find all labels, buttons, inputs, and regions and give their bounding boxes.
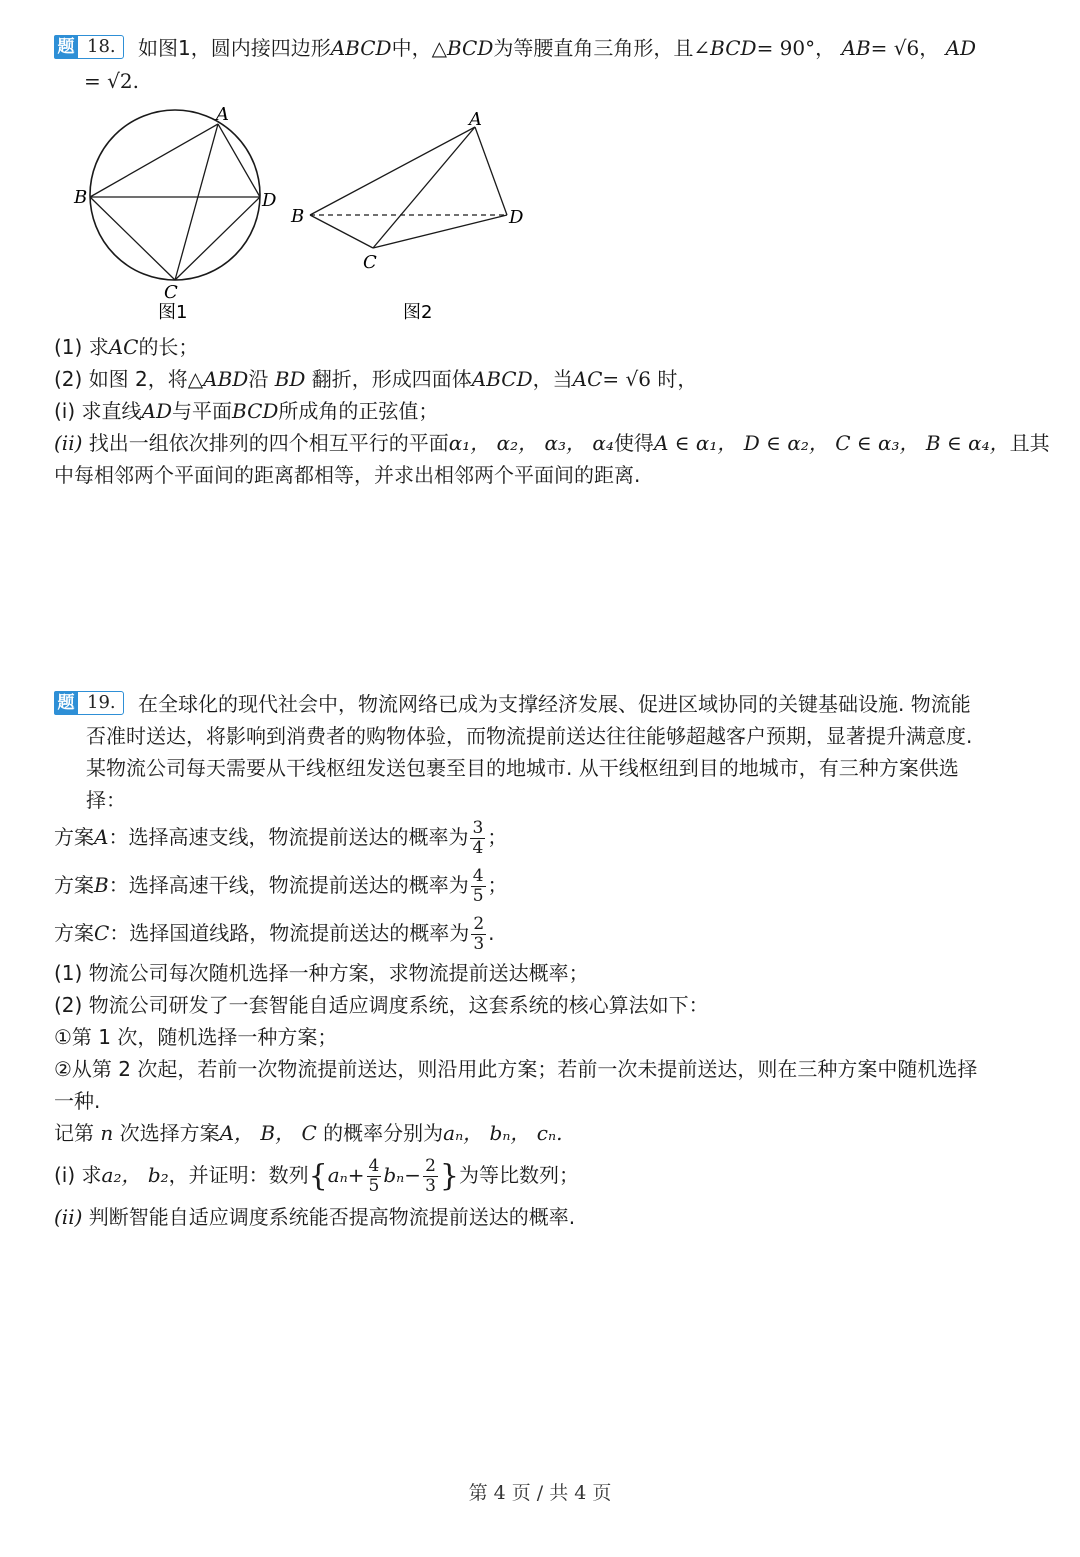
q19-stem-line3: 某物流公司每天需要从干线枢纽发送包裹至目的地城市. 从干线枢纽到目的地城市，有三种方案供选 — [86, 756, 959, 780]
q19-part-ii-text: 判断智能自适应调度系统能否提高物流提前送达的概率. — [88, 1205, 576, 1229]
plan-a-letter: A — [94, 825, 109, 849]
q18-part-ii-line2: 中每相邻两个平面间的距离都相等，并求出相邻两个平面间的距离. — [54, 463, 641, 487]
q19-step2-line1: ②从第 2 次起，若前一次物流提前送达，则沿用此方案；若前一次未提前送达，则在三种方案中随机选择 — [54, 1057, 978, 1081]
q19-part-i-text: ，并证明：数列 — [168, 1163, 309, 1187]
q19-stem-line4: 择： — [86, 788, 126, 812]
q18-math: ABCD — [330, 36, 392, 60]
q19-notation-text: 记第 — [54, 1121, 94, 1145]
page-footer: 第 4 页 / 共 4 页 — [468, 1482, 612, 1504]
plan-a-probability — [470, 819, 485, 858]
q18-part-ii-label: (ii) — [54, 431, 83, 455]
q18-part-ii-text: 找出一组依次排列的四个相互平行的平面 — [88, 431, 449, 455]
plus-sign: + — [347, 1163, 365, 1187]
q19-math: aₙ， bₙ， cₙ. — [443, 1121, 563, 1145]
q19-stem-line1: 在全球化的现代社会中，物流网络已成为支撑经济发展、促进区域协同的关键基础设施. 物流能 — [138, 692, 971, 716]
q18-part2-text: 翻折，形成四面体 — [311, 367, 472, 391]
q19-step1: ①第 1 次，随机选择一种方案； — [54, 1025, 338, 1049]
figure-1 — [60, 100, 290, 325]
q18-part2-text: ，当 — [532, 367, 573, 391]
plan-a — [54, 817, 507, 858]
segment-bc — [310, 215, 373, 248]
q18-math: ∠BCD — [693, 36, 757, 60]
q19-math: bₙ — [383, 1163, 405, 1187]
q18-stem-text: 如图1，圆内接四边形 — [138, 36, 331, 60]
q19-part-i — [54, 1153, 579, 1199]
q18-math: AB — [841, 36, 871, 60]
label-c: C — [164, 282, 178, 303]
figure-2 — [285, 105, 535, 325]
fraction-denominator: 3 — [425, 1176, 436, 1196]
plan-c-text: . — [488, 921, 495, 945]
segment-ab — [90, 124, 218, 197]
segment-ad — [475, 127, 507, 215]
q18-math: BCD — [232, 399, 279, 423]
label-a: A — [216, 104, 229, 125]
q18-part1 — [54, 332, 198, 362]
minus-sign: − — [404, 1163, 422, 1187]
q18-math: AD — [141, 399, 173, 423]
q19-part-ii-label: (ii) — [54, 1205, 83, 1229]
plan-b-letter: B — [94, 873, 109, 897]
fraction-numerator: 4 — [368, 1156, 380, 1176]
q18-part2-text: 沿 — [248, 367, 269, 391]
q19-part-i-text: (i) 求 — [54, 1163, 102, 1187]
q19-notation-text: 的概率分别为 — [323, 1121, 444, 1145]
q18-part-i-text: 所成角的正弦值； — [278, 399, 439, 423]
q19-notation-text: 次选择方案 — [119, 1121, 220, 1145]
q18-math: AD — [945, 36, 977, 60]
figure-1-caption: 图1 — [158, 302, 188, 323]
fraction-denominator: 5 — [472, 886, 484, 906]
plan-c-letter: C — [94, 921, 110, 945]
q18-part-ii — [54, 428, 1050, 458]
q18-math: △BCD — [431, 36, 494, 60]
question-number: 19. — [87, 692, 116, 713]
q18-stem-text: 中， — [391, 36, 432, 60]
plan-a-text: ：选择高速支线，物流提前送达的概率为 — [108, 825, 469, 849]
q19-part1: (1) 物流公司每次随机选择一种方案，求物流提前送达概率； — [54, 961, 589, 985]
label-d: D — [262, 190, 277, 211]
q18-part2-text: = √6 时， — [602, 367, 698, 391]
fraction-denominator: 3 — [473, 934, 485, 954]
fraction-numerator: 2 — [473, 914, 485, 934]
question-number: 18. — [87, 36, 116, 57]
q19-stem-line2: 否准时送达，将影响到消费者的购物体验，而物流提前送达往往能够超越客户预期，显著提升满意度. — [86, 724, 973, 748]
plan-c-text: ：选择国道线路，物流提前送达的概率为 — [109, 921, 470, 945]
circle-shape — [90, 110, 260, 280]
q18-part2 — [54, 364, 697, 394]
q18-part-i-text: (i) 求直线 — [54, 399, 142, 423]
q18-part-ii-text: 使得 — [613, 431, 654, 455]
fraction-denominator: 4 — [472, 838, 484, 858]
q18-math: AC — [108, 335, 139, 359]
q18-math: AC — [572, 367, 603, 391]
q19-notation — [54, 1118, 562, 1148]
q18-part2-text: (2) 如图 2，将 — [54, 367, 188, 391]
fraction-denominator: 5 — [368, 1176, 380, 1196]
q18-math: △ABD — [187, 367, 249, 391]
fraction-numerator: 2 — [425, 1156, 436, 1176]
q19-part-ii — [54, 1202, 575, 1232]
q18-math: α₁， α₂， α₃， α₄ — [448, 431, 614, 455]
figure-2-caption: 图2 — [403, 302, 433, 323]
q18-part-i — [54, 396, 438, 426]
fraction-two-thirds — [423, 1157, 438, 1196]
plan-c-text: 方案 — [54, 921, 94, 945]
segment-ac — [373, 127, 475, 248]
q18-stem-line1 — [138, 33, 976, 63]
label-b: B — [74, 187, 88, 208]
q19-math: a₂， b₂ — [101, 1163, 169, 1187]
q19-step2-line2: 一种. — [54, 1089, 101, 1113]
q18-part-i-text: 与平面 — [172, 399, 233, 423]
q18-math: ABCD — [471, 367, 533, 391]
plan-b-text: ； — [487, 873, 508, 897]
plan-c — [54, 913, 495, 954]
right-brace: } — [439, 1158, 459, 1194]
plan-c-probability — [471, 915, 486, 954]
plan-a-text: ； — [487, 825, 508, 849]
plan-b-probability — [471, 867, 486, 906]
question-tag: 题 — [54, 691, 78, 715]
label-d: D — [509, 207, 524, 228]
label-c: C — [363, 252, 377, 273]
q19-part-i-text: 为等比数列； — [458, 1163, 579, 1187]
label-b: B — [291, 206, 305, 227]
question-tag: 题 — [54, 35, 78, 59]
plan-b-text: 方案 — [54, 873, 94, 897]
question-19-badge — [54, 691, 124, 715]
left-brace: { — [308, 1158, 328, 1194]
q18-math: A ∈ α₁， D ∈ α₂， C ∈ α₃， B ∈ α₄， — [653, 431, 1010, 455]
q18-stem-line2 — [84, 66, 139, 96]
plan-b-text: ：选择高速干线，物流提前送达的概率为 — [108, 873, 469, 897]
q18-part1-text: (1) 求 — [54, 335, 109, 359]
q18-part-ii-text: 且其 — [1009, 431, 1050, 455]
q19-math: n — [100, 1121, 114, 1145]
plan-b — [54, 865, 508, 906]
plan-a-text: 方案 — [54, 825, 94, 849]
segment-ac — [175, 124, 218, 280]
q19-part2: (2) 物流公司研发了一套智能自适应调度系统，这套系统的核心算法如下： — [54, 993, 709, 1017]
q19-math: A， B， C — [219, 1121, 317, 1145]
q18-math: BD — [274, 367, 306, 391]
q19-math: aₙ — [327, 1163, 348, 1187]
q18-stem-text: 为等腰直角三角形，且 — [493, 36, 694, 60]
fraction-numerator: 4 — [472, 866, 484, 886]
q18-stem-text: = 90°， — [756, 36, 836, 60]
q18-stem-text: = √6， — [870, 36, 940, 60]
q18-part1-text: 的长； — [138, 335, 199, 359]
segment-cd — [373, 215, 507, 248]
segment-ad — [218, 124, 260, 197]
fraction-four-fifths — [367, 1157, 382, 1196]
fraction-numerator: 3 — [472, 818, 484, 838]
question-18-badge — [54, 35, 124, 59]
segment-ab — [310, 127, 475, 215]
q18-stem-text: = √2. — [84, 69, 139, 93]
label-a: A — [469, 109, 482, 130]
